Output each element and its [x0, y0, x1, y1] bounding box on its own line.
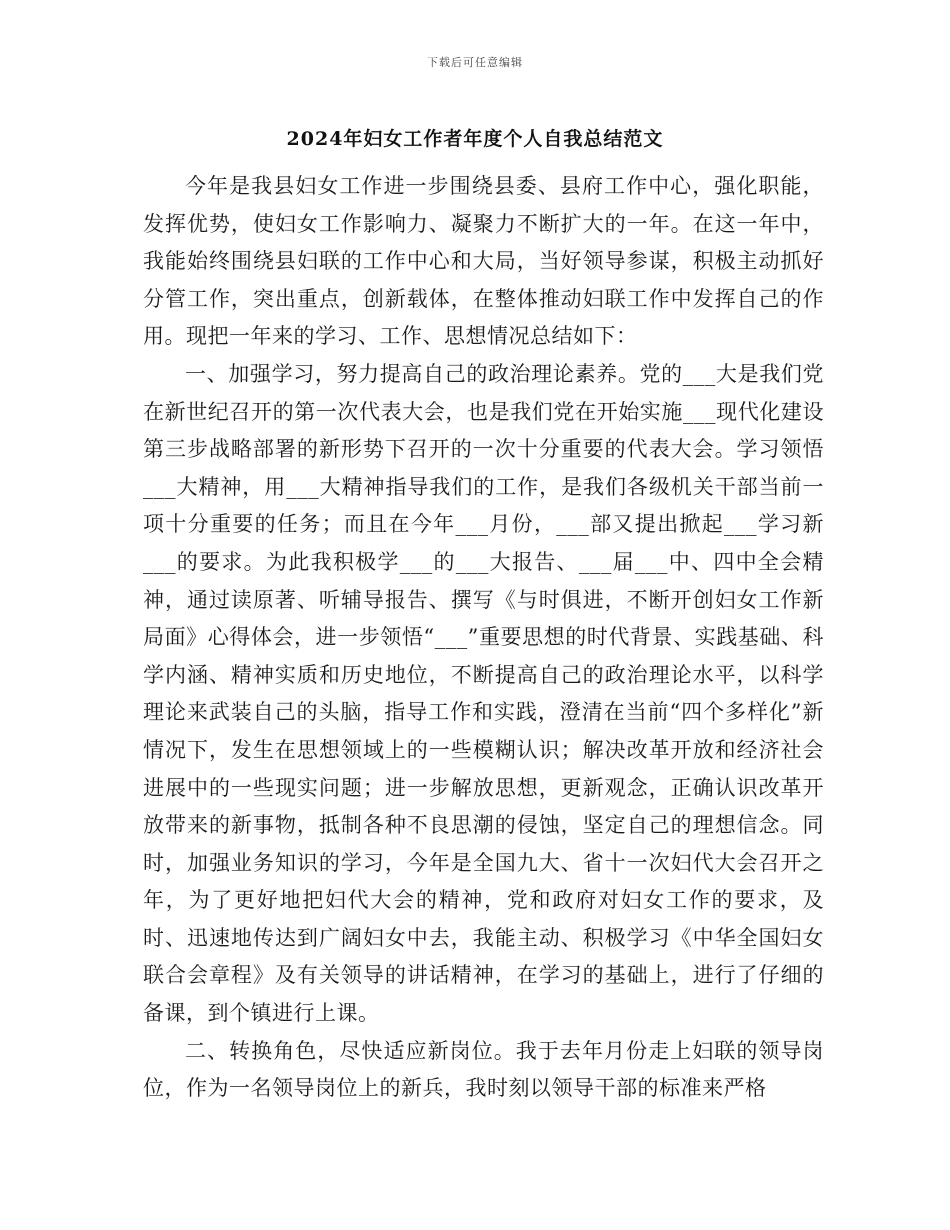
header-note: 下载后可任意编辑: [427, 56, 523, 69]
document-body: [143, 168, 824, 1108]
paragraph-intro: 今年是我县妇女工作进一步围绕县委、县府工作中心，强化职能，发挥优势，使妇女工作影响力、凝聚力不断扩大的一年。在这一年中，我能始终围绕县妇联的工作中心和大局，当好领导参谋，积极主动抓好分管工作，突出重点，创新载体，在整体推动妇联工作中发挥自己的作用。现把一年来的学习、工作、思想情况总结如下：: [143, 174, 824, 349]
paragraph-section-2: 二、转换角色，尽快适应新岗位。我于去年月份走上妇联的领导岗位，作为一名领导岗位上的新兵，我时刻以领导干部的标准来严格: [143, 1038, 824, 1101]
document-title: 2024年妇女工作者年度个人自我总结范文: [286, 128, 664, 150]
paragraph-section-1: 一、加强学习，努力提高自己的政治理论素养。党的___大是我们党在新世纪召开的第一次代表大会，也是我们党在开始实施___现代化建设第三步战略部署的新形势下召开的一次十分重要的代表大会。学习领悟___大精神，用___大精神指导我们的工作，是我们各级机关干部当前一项十分重要的任务；而且在今年___月份，___部又提出掀起___学习新___的要求。为此我积极学___的___大报告、___届___中、四中全会精神，通过读原著、听辅导报告、撰写《与时俱进，不断开创妇女工作新局面》心得体会，进一步领悟“___”重要思想的时代背景、实践基础、科学内涵、精神实质和历史地位，不断提高自己的政治理论水平，以科学理论来武装自己的头脑，指导工作和实践，澄清在当前“四个多样化”新情况下，发生在思想领域上的一些模糊认识；解决改革开放和经济社会进展中的一些现实问题；进一步解放思想，更新观念，正确认识改革开放带来的新事物，抵制各种不良思潮的侵蚀，坚定自己的理想信念。同时，加强业务知识的学习，今年是全国九大、省十一次妇代大会召开之年，为了更好地把妇代大会的精神，党和政府对妇女工作的要求，及时、迅速地传达到广阔妇女中去，我能主动、积极学习《中华全国妇女联合会章程》及有关领导的讲话精神，在学习的基础上，进行了仔细的备课，到个镇进行上课。: [143, 361, 824, 1026]
